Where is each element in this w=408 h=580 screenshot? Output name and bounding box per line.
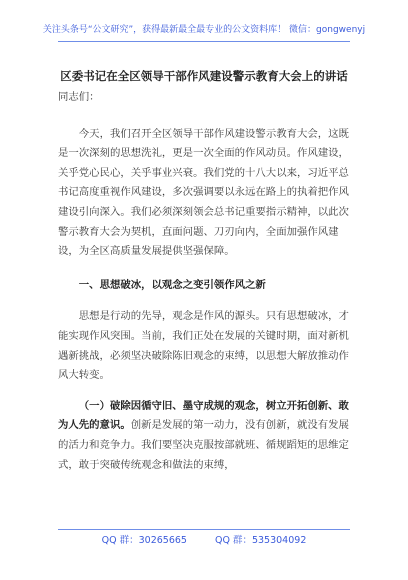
salutation: 同志们： [58,91,100,103]
section-heading: 一、思想破冰，以观念之变引领作风之新 [78,278,266,291]
header-divider [58,41,350,42]
header-banner: 关注头条号“公文研究”，获得最新最全最专业的公文资料库！ 微信：gongwenyj [42,25,366,35]
document-title: 区委书记在全区领导干部作风建设警示教育大会上的讲话 [60,69,348,83]
qq-group-2: QQ 群：535304092 [214,535,307,546]
subsection-lead: （一）破除因循守旧、墨守成规的观念，树立开拓创新、敢为人先的意识。 [58,399,349,432]
subsection-body: 创新是发展的第一动力，没有创新，就没有发展的活力和竞争力。我们要坚决克服按部就班、循规蹈矩的思维定式，敢于突破传统观念和做法的束缚， [58,419,349,471]
document-body [58,88,356,475]
footer-contact [0,532,408,546]
qq-group-1: QQ 群：30265665 [101,535,187,546]
paragraph-subsection [58,397,356,475]
footer-divider [58,529,350,530]
paragraph-opening: 今天，我们召开全区领导干部作风建设警示教育大会，这既是一次深刻的思想洗礼，更是一次全面的作风动员。作风建设，关乎党心民心，关乎事业兴衰。我们党的十八大以来，习近平总书记高度重视作风建设，多次强调要以永远在路上的执着把作风建设引向深入。我们必须深刻领会总书记重要指示精神，以此次警示教育大会为契机，直面问题、刀刃向内，全面加强作风建设，为全区高质量发展提供坚强保障。 [58,127,349,258]
paragraph-section-intro: 思想是行动的先导，观念是作风的源头。只有思想破冰，才能实现作风突围。当前，我们正处在发展的关键时期，面对新机遇新挑战，必须坚决破除陈旧观念的束缚，以思想大解放推动作风大转变。 [58,310,349,382]
